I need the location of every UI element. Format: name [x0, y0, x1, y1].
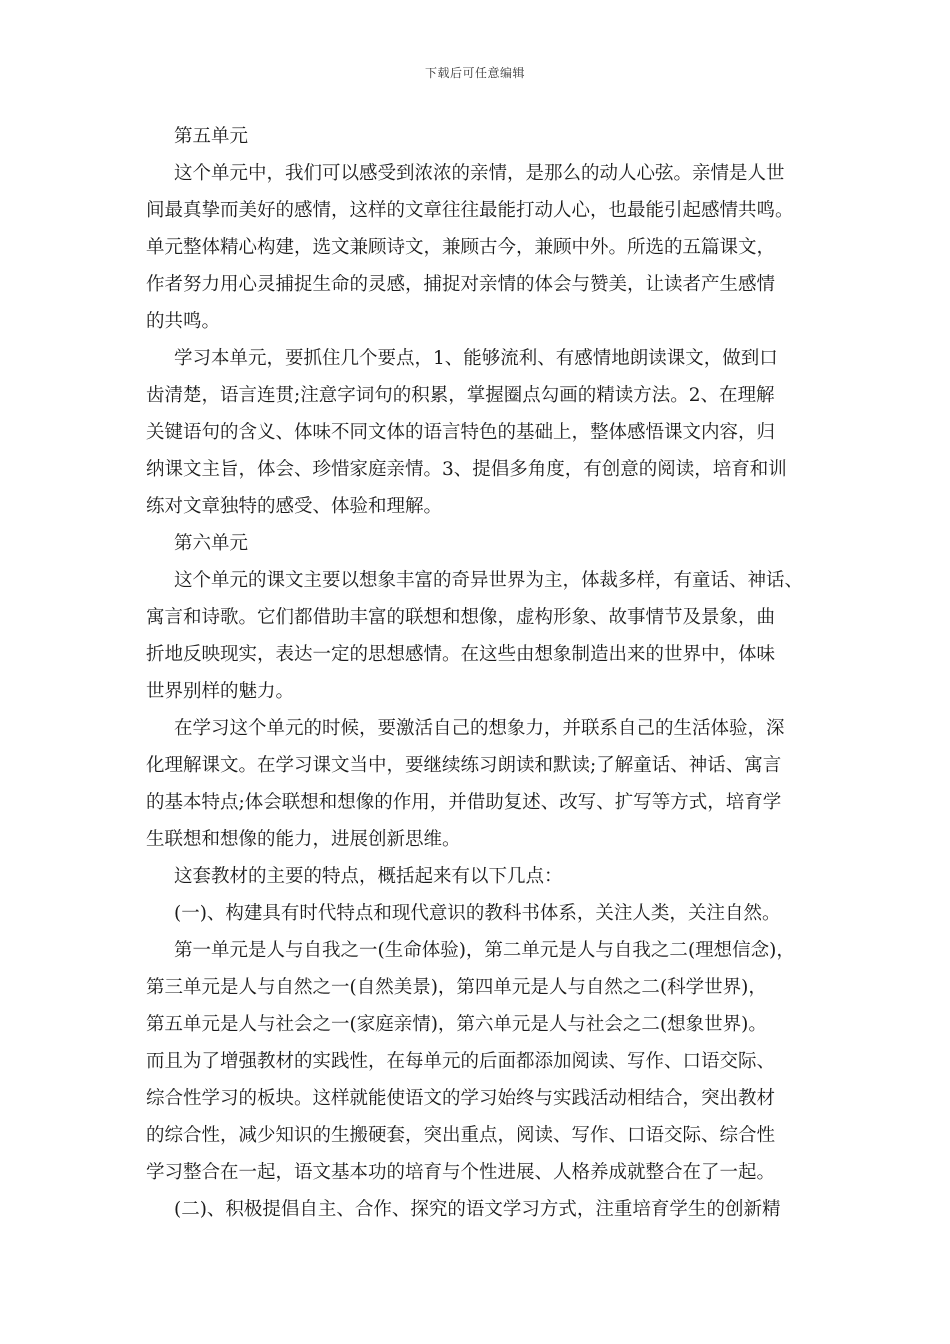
paragraph-line: 第一单元是人与自我之一(生命体验)，第二单元是人与自我之二(理想信念)， [174, 940, 795, 961]
paragraph-line: 折地反映现实，表达一定的思想感情。在这些由想象制造出来的世界中，体味 [146, 644, 776, 665]
section-heading: 第六单元 [174, 533, 249, 554]
paragraph-line: 在学习这个单元的时候，要激活自己的想象力，并联系自己的生活体验，深 [174, 718, 785, 739]
paragraph-line: 综合性学习的板块。这样就能使语文的学习始终与实践活动相结合，突出教材 [146, 1088, 776, 1109]
paragraph-line: 的共鸣。 [146, 311, 221, 332]
paragraph-line: 化理解课文。在学习课文当中，要继续练习朗读和默读;了解童话、神话、寓言 [146, 755, 782, 776]
paragraph-line: 的基本特点;体会联想和想像的作用，并借助复述、改写、扩写等方式，培育学 [146, 792, 782, 813]
paragraph-line: 纳课文主旨，体会、珍惜家庭亲情。3、提倡多角度，有创意的阅读，培育和训 [146, 459, 787, 480]
paragraph-line: 学习整合在一起，语文基本功的培育与个性进展、人格养成就整合在了一起。 [146, 1162, 776, 1183]
paragraph-line: 而且为了增强教材的实践性，在每单元的后面都添加阅读、写作、口语交际、 [146, 1051, 776, 1072]
paragraph-line: 第三单元是人与自然之一(自然美景)，第四单元是人与自然之二(科学世界)， [146, 977, 767, 998]
paragraph-line: 这个单元中，我们可以感受到浓浓的亲情，是那么的动人心弦。亲情是人世 [174, 163, 785, 184]
paragraph-line: 学习本单元，要抓住几个要点，1、能够流利、有感情地朗读课文，做到口 [174, 348, 778, 369]
paragraph-line: 的综合性，减少知识的生搬硬套，突出重点，阅读、写作、口语交际、综合性 [146, 1125, 776, 1146]
document-body [146, 118, 814, 1228]
paragraph-line: 齿清楚，语言连贯;注意字词句的积累，掌握圈点勾画的精读方法。2、在理解 [146, 385, 775, 406]
paragraph-line: 生联想和想像的能力，进展创新思维。 [146, 829, 461, 850]
paragraph-line: 间最真挚而美好的感情，这样的文章往往最能打动人心，也最能引起感情共鸣。 [146, 200, 794, 221]
paragraph-line: 这套教材的主要的特点，概括起来有以下几点： [174, 866, 563, 887]
paragraph-line: (二)、积极提倡自主、合作、探究的语文学习方式，注重培育学生的创新精 [174, 1199, 781, 1220]
paragraph-line: 世界别样的魅力。 [146, 681, 295, 702]
paragraph-line: (一)、构建具有时代特点和现代意识的教科书体系，关注人类，关注自然。 [174, 903, 781, 924]
paragraph-line: 关键语句的含义、体味不同文体的语言特色的基础上，整体感悟课文内容，归 [146, 422, 776, 443]
paragraph-line: 单元整体精心构建，选文兼顾诗文，兼顾古今，兼顾中外。所选的五篇课文， [146, 237, 776, 258]
paragraph-line: 寓言和诗歌。它们都借助丰富的联想和想像，虚构形象、故事情节及景象，曲 [146, 607, 776, 628]
paragraph-line: 这个单元的课文主要以想象丰富的奇异世界为主，体裁多样，有童话、神话、 [174, 570, 804, 591]
paragraph-line: 作者努力用心灵捕捉生命的灵感，捕捉对亲情的体会与赞美，让读者产生感情 [146, 274, 776, 295]
section-heading: 第五单元 [174, 126, 249, 147]
page-header: 下载后可任意编辑 [424, 66, 525, 80]
paragraph-line: 第五单元是人与社会之一(家庭亲情)，第六单元是人与社会之二(想象世界)。 [146, 1014, 767, 1035]
paragraph-line: 练对文章独特的感受、体验和理解。 [146, 496, 443, 517]
